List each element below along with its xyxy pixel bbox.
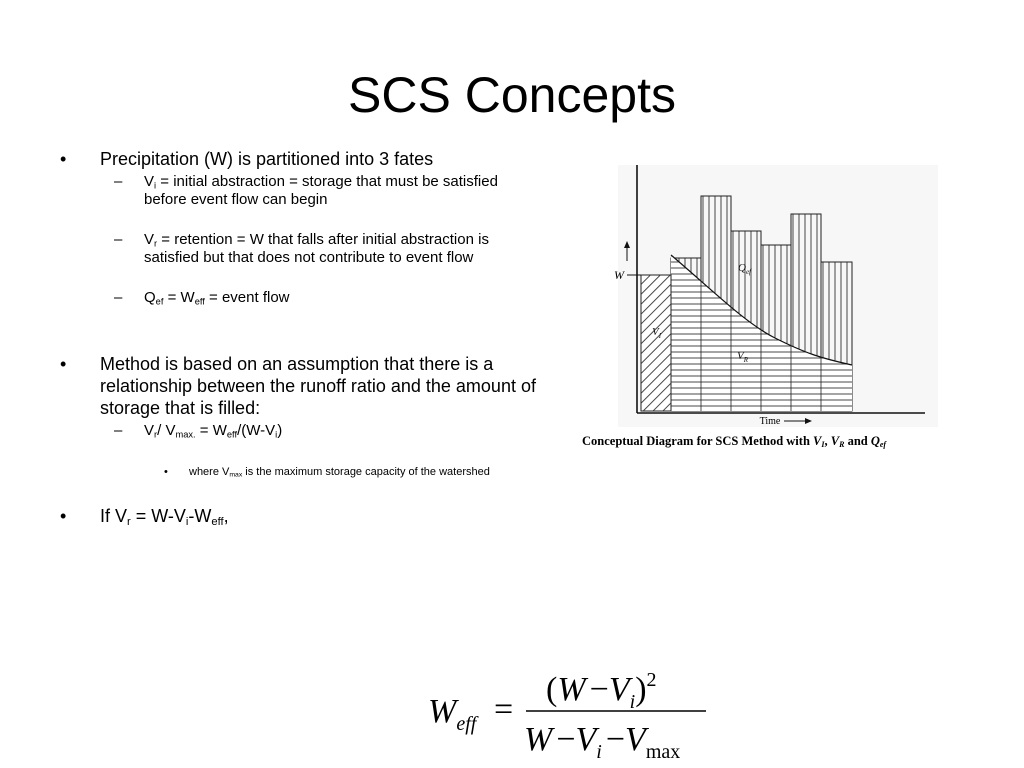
if-sub: i [185, 515, 189, 528]
formula-numerator: $(W -V_i)^2$ [546, 669, 657, 713]
subsubbullet-vmax [58, 466, 538, 479]
qef-equals-w: = W [163, 289, 195, 306]
vr-label: $V_R$ [737, 350, 749, 364]
vr-definition: = retention = W that falls after initial abstraction is satisfied but that does not contribute to event flow [144, 231, 489, 266]
weff-formula [420, 660, 720, 760]
formula-denominator: $W -V_i -V_{max}$ [524, 721, 681, 760]
ratio-part: /(W-V [237, 422, 276, 439]
formula-lhs: $W_{eff}$ [428, 693, 477, 735]
qef-subscript: ef [155, 296, 164, 307]
dash-marker: – [114, 289, 123, 306]
bullet-text: Method is based on an assumption that there is a relationship between the runoff ratio and the amount of storage that is filled: [100, 354, 536, 418]
vi-label: $V_I$ [652, 326, 662, 340]
ratio-sub: max. [175, 429, 196, 440]
w-axis-label: W [614, 268, 624, 282]
diagram-caption: Conceptual Diagram for SCS Method with VI, VR and Qef [582, 434, 887, 449]
vmax-text: is the maximum storage capacity of the watershed [242, 466, 490, 478]
vmax-text: where V [189, 466, 230, 478]
bullet-marker: • [60, 149, 67, 169]
weff-subscript: eff [194, 296, 205, 307]
vi-definition: = initial abstraction = storage that must be satisfied before event flow can begin [144, 173, 498, 208]
qef-label: $Q_{ef}$ [738, 262, 752, 276]
subbullet-qef [58, 289, 538, 307]
time-axis-label: Time [759, 416, 781, 427]
bullet-precipitation [58, 148, 538, 170]
vi-initial-abstraction-area [641, 275, 671, 411]
ratio-part: / V [157, 422, 176, 439]
bullet-marker: • [60, 506, 67, 526]
formula-equals: = [494, 691, 514, 728]
scs-conceptual-diagram [580, 163, 965, 455]
bullet-marker: • [60, 354, 67, 374]
subbullet-vi [58, 173, 538, 209]
vi-subscript: i [154, 180, 157, 191]
if-sub: eff [211, 515, 224, 528]
if-text: = W-V [130, 506, 186, 526]
slide-title: SCS Concepts [348, 67, 676, 123]
vi-symbol: V [144, 173, 155, 190]
bullet-marker: • [164, 466, 168, 478]
subbullet-ratio [58, 422, 538, 440]
ratio-part: = W [195, 422, 227, 439]
ratio-sub: eff [226, 429, 238, 440]
qef-definition: = event flow [204, 289, 290, 306]
bullet-text: Precipitation (W) is partitioned into 3 fates [100, 149, 434, 169]
vmax-subscript: max [229, 471, 243, 479]
ratio-sub: r [154, 429, 158, 440]
dash-marker: – [114, 422, 123, 439]
dash-marker: – [114, 173, 123, 190]
if-text: -W [188, 506, 212, 526]
if-text: , [223, 506, 229, 526]
if-text: If V [100, 506, 128, 526]
vr-subscript: r [154, 238, 158, 249]
ratio-part: V [144, 422, 155, 439]
bullet-list [58, 148, 538, 527]
ratio-part: ) [277, 422, 283, 439]
qef-symbol: Q [144, 289, 156, 306]
subbullet-vr [58, 231, 538, 267]
ratio-sub: i [275, 429, 278, 440]
dash-marker: – [114, 231, 123, 248]
bullet-method [58, 353, 538, 419]
vr-symbol: V [144, 231, 155, 248]
bullet-if-vr [58, 505, 538, 527]
if-sub: r [127, 515, 131, 528]
